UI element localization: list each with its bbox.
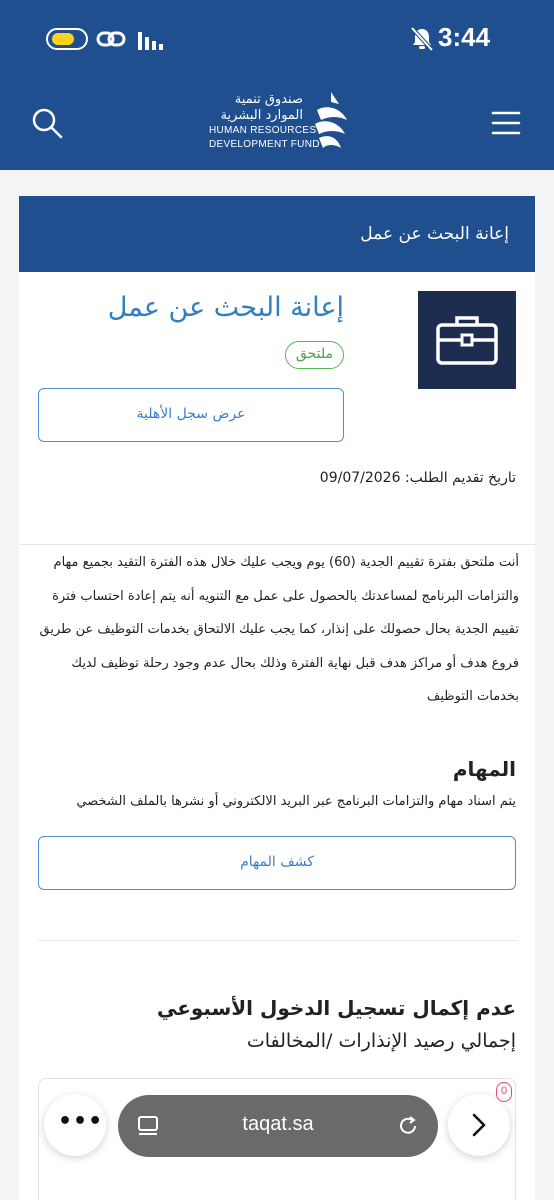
card-header-title: إعانة البحث عن عمل bbox=[360, 224, 509, 244]
submission-date-label: تاريخ تقديم الطلب: bbox=[404, 470, 516, 486]
eligibility-history-button[interactable]: عرض سجل الأهلية bbox=[38, 388, 344, 442]
reload-icon[interactable] bbox=[396, 1114, 420, 1138]
url-text[interactable]: taqat.sa bbox=[242, 1113, 314, 1135]
signal-bars-icon bbox=[136, 28, 166, 52]
browser-forward-button[interactable] bbox=[448, 1094, 510, 1156]
service-thumbnail bbox=[418, 291, 516, 389]
warnings-balance-label: إجمالي رصيد الإنذارات /المخالفات bbox=[246, 1030, 516, 1052]
briefcase-icon bbox=[435, 313, 499, 367]
view-tasks-button[interactable]: كشف المهام bbox=[38, 836, 516, 890]
browser-more-button[interactable] bbox=[44, 1094, 106, 1156]
tasks-description: يتم اسناد مهام والتزامات البرنامج عبر البريد الالكتروني أو نشرها بالملف الشخصي bbox=[76, 794, 516, 809]
status-badge: ملتحق bbox=[285, 341, 344, 369]
probation-notice: أنت ملتحق بفترة تقييم الجدية (60) يوم ويجب عليك خلال هذه الفترة التقيد بجميع مهام والتزامات البرنامج لمساعدتك بالحصول على عمل مع التنويه أنه يتم إعادة احتساب فترة تقييم الجدية بحال حصولك على إنذار، كما يجب عليك الالتحاق بخدمات التوظيف عن طريق فروع هدف أو مراكز هدف قبل نهاية الفترة وذلك بحال عدم وجود رحلة توظيف لديك بخدمات التوظيف bbox=[39, 555, 519, 704]
logo-arabic-line2: الموارد البشرية bbox=[220, 108, 303, 123]
service-title: إعانة البحث عن عمل bbox=[107, 292, 344, 323]
weekly-login-heading: عدم إكمال تسجيل الدخول الأسبوعي bbox=[156, 996, 516, 1020]
tasks-heading: المهام bbox=[452, 757, 516, 781]
submission-date bbox=[320, 470, 516, 486]
divider bbox=[38, 940, 516, 941]
logo-mark-icon bbox=[309, 90, 351, 154]
hrdf-logo[interactable] bbox=[205, 88, 355, 158]
status-bar bbox=[0, 22, 554, 56]
service-card bbox=[19, 196, 535, 1200]
search-icon[interactable] bbox=[30, 106, 64, 140]
hamburger-menu-icon[interactable] bbox=[490, 108, 522, 138]
browser-address-bar[interactable] bbox=[118, 1095, 438, 1157]
more-icon: ••• bbox=[58, 1109, 104, 1134]
logo-english-line1: HUMAN RESOURCES bbox=[209, 125, 317, 136]
status-time: 3:44 bbox=[438, 22, 491, 52]
card-header bbox=[19, 196, 535, 272]
tab-count-badge: 0 bbox=[496, 1082, 512, 1102]
submission-date-value: 09/07/2026 bbox=[319, 470, 401, 486]
divider bbox=[19, 544, 535, 545]
app-header bbox=[0, 0, 554, 170]
logo-arabic-line1: صندوق تنمية bbox=[234, 92, 303, 107]
link-icon bbox=[96, 25, 126, 53]
bell-muted-icon bbox=[410, 26, 434, 52]
chevron-right-icon bbox=[468, 1112, 490, 1138]
logo-english-line2: DEVELOPMENT FUND bbox=[209, 139, 320, 150]
battery-saver-icon bbox=[46, 28, 88, 50]
